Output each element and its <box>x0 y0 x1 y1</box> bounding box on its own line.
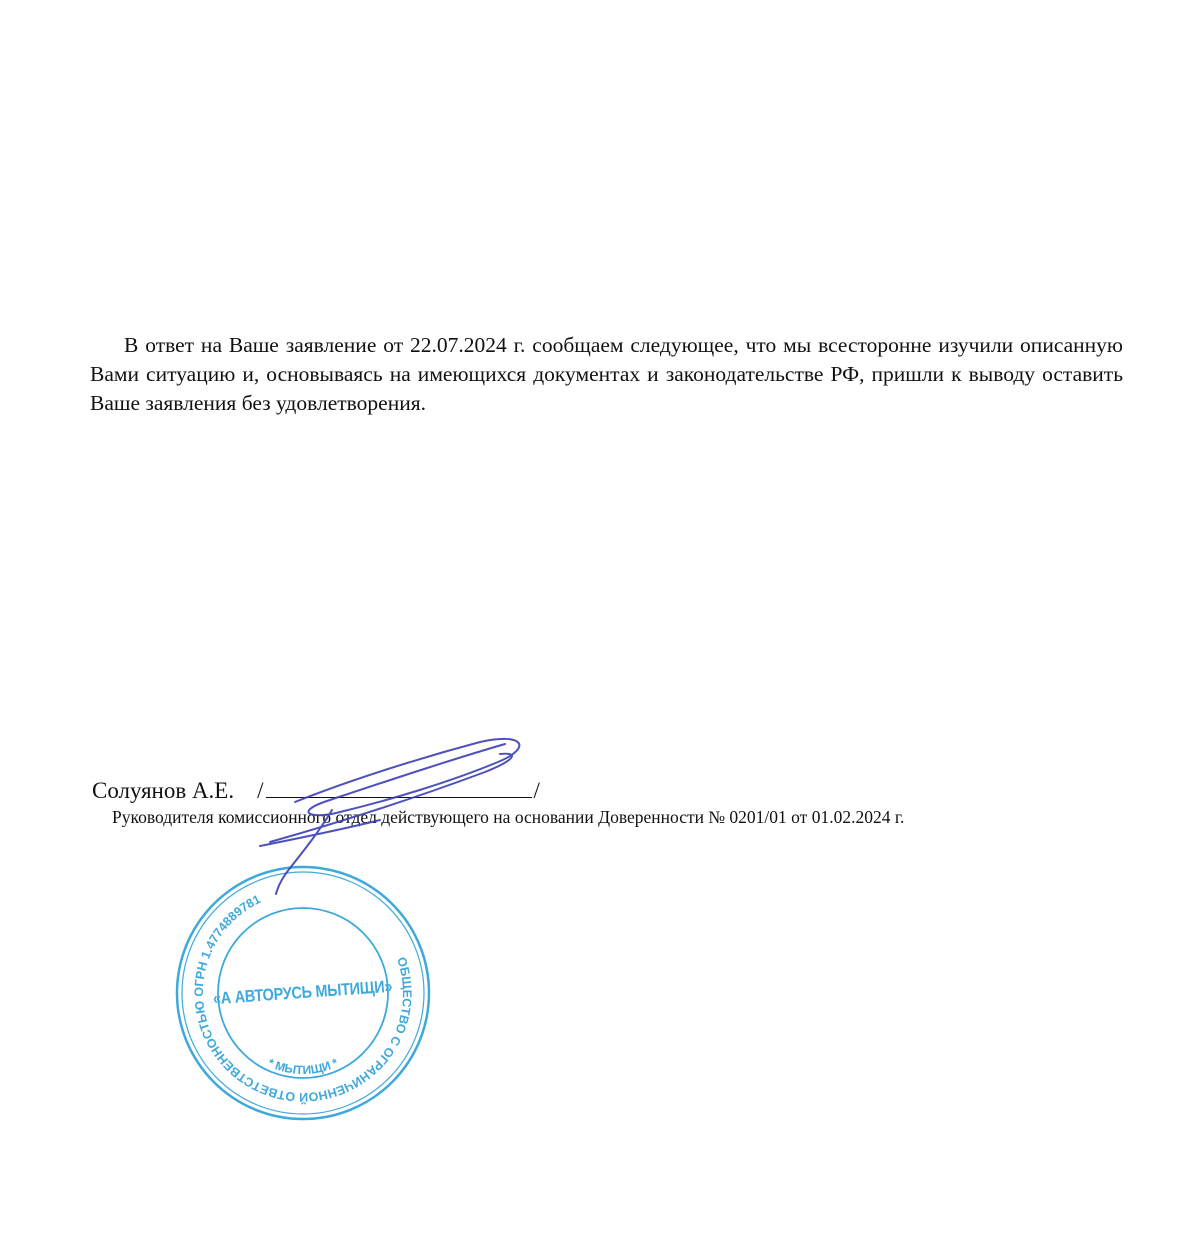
signer-line <box>92 775 540 806</box>
signature-line <box>266 775 532 798</box>
stamp-center <box>172 862 434 1124</box>
stamp-center-text: «А АВТОРУСЬ МЫТИЩИ» <box>212 976 394 1009</box>
signature-slash-open: / <box>257 778 264 803</box>
signature-slash-close: / <box>533 778 540 803</box>
signer-name: Солуянов А.Е. <box>92 778 235 803</box>
company-stamp <box>172 862 434 1124</box>
letter-body: В ответ на Ваше заявление от 22.07.2024 г. сообщаем следующее, что мы всесторонне изучили описанную Вами ситуацию и, основываясь на имеющихся документах и законодательстве РФ, пришли к выводу оставить Ваше заявления без удовлетворения. <box>90 333 1123 415</box>
stamp-bottom-text: * МЫТИЩИ * <box>265 1055 341 1078</box>
stamp-ring-text: ОБЩЕСТВО С ОГРАНИЧЕННОЙ ОТВЕТСТВЕННОСТЬЮ ОГРН 1.4774889781 <box>191 892 415 1105</box>
signer-role: Руководителя комиссионного отдел действующего на основании Доверенности № 0201/01 от 01.02.2024 г. <box>112 807 905 827</box>
